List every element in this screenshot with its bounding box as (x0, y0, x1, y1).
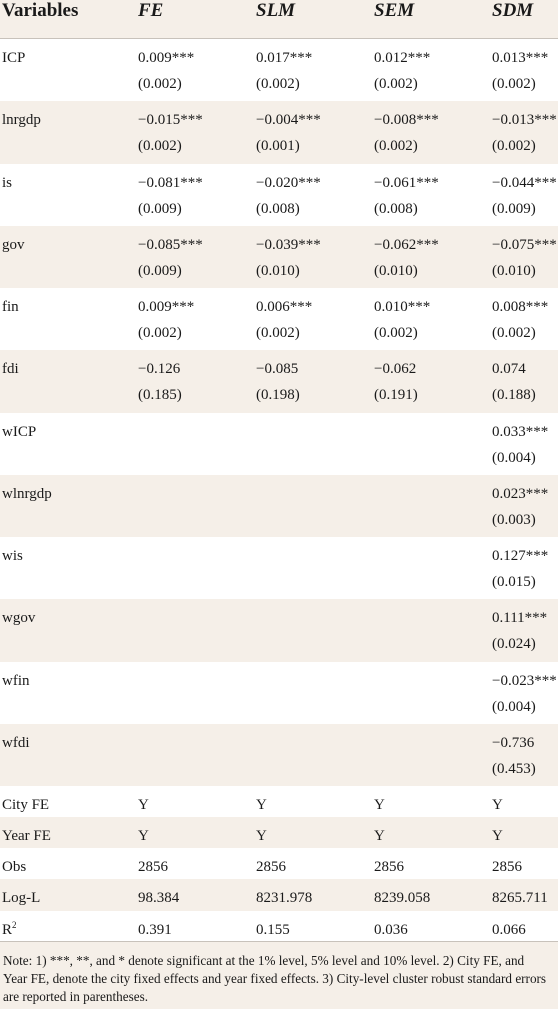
header-sem: SEM (374, 0, 415, 21)
cell-fe: −0.081*** (138, 174, 203, 191)
cell-slm: 0.006*** (256, 299, 313, 315)
row-label: wis (2, 548, 23, 564)
table-row (0, 288, 558, 319)
cell-slm: −0.004*** (256, 112, 321, 129)
table-row (0, 506, 558, 537)
cell-fe: (0.009) (138, 262, 182, 279)
cell-sem: −0.061*** (374, 174, 439, 191)
cell-fe: −0.085*** (138, 236, 203, 253)
cell-slm: (0.198) (256, 387, 300, 404)
cell-slm: (0.002) (256, 325, 300, 342)
table-row (0, 475, 558, 506)
cell-sdm: 0.066 (492, 921, 526, 938)
cell-sdm: (0.010) (492, 262, 536, 279)
cell-sdm: (0.009) (492, 200, 536, 217)
table-body (0, 39, 558, 942)
cell-fe: (0.185) (138, 387, 182, 404)
table-row (0, 537, 558, 568)
table-row (0, 786, 558, 817)
cell-sdm: −0.023*** (492, 672, 557, 689)
cell-sem: (0.002) (374, 325, 418, 342)
cell-sdm: 0.127*** (492, 548, 549, 564)
table-row (0, 195, 558, 226)
row-label: wfdi (2, 734, 30, 751)
cell-sem: (0.008) (374, 200, 418, 217)
table-row (0, 724, 558, 755)
table-row (0, 444, 558, 475)
cell-sdm: (0.188) (492, 387, 536, 404)
header-slm: SLM (256, 0, 296, 21)
cell-slm: 0.017*** (256, 50, 313, 66)
cell-sdm: (0.004) (492, 449, 536, 466)
cell-slm: 2856 (256, 859, 286, 876)
header-fe: FE (138, 0, 164, 21)
row-label: fdi (2, 361, 19, 378)
note-text: Note: 1) ***, **, and * denote significant at the 1% level, 5% level and 10% level. 2) City FE, and Year FE, denote the city fixed effects and year fixed effects. 3) City-level cluster robust standard errors are reported in parentheses. (3, 953, 547, 1004)
row-label: Year FE (2, 828, 51, 845)
cell-slm: (0.008) (256, 200, 300, 217)
row-label: Log-L (2, 890, 41, 907)
table-row (0, 693, 558, 724)
cell-sdm: −0.044*** (492, 174, 557, 191)
cell-sem: −0.062 (374, 361, 417, 378)
cell-sdm: 0.111*** (492, 610, 548, 627)
table-row (0, 39, 558, 70)
cell-sdm: 2856 (492, 859, 522, 876)
cell-sdm: 0.008*** (492, 299, 549, 315)
cell-sdm: (0.024) (492, 636, 536, 653)
cell-sdm: 0.074 (492, 361, 526, 378)
cell-sdm: 0.013*** (492, 50, 549, 66)
cell-slm: (0.010) (256, 262, 300, 279)
cell-sdm: Y (492, 828, 503, 845)
cell-fe: (0.002) (138, 325, 182, 342)
cell-sem: 2856 (374, 859, 404, 876)
row-label: City FE (2, 797, 50, 813)
cell-slm: −0.085 (256, 361, 299, 378)
cell-sdm: (0.003) (492, 511, 536, 528)
cell-sdm: −0.075*** (492, 236, 557, 253)
cell-sdm: (0.004) (492, 698, 536, 715)
cell-sdm: 0.023*** (492, 485, 549, 502)
table-row (0, 879, 558, 910)
row-label: lnrgdp (2, 112, 41, 129)
table-row (0, 662, 558, 693)
table-row (0, 101, 558, 132)
cell-sem: 0.010*** (374, 299, 431, 315)
header-sdm: SDM (492, 0, 534, 21)
table-note (0, 941, 558, 1009)
table-row (0, 413, 558, 444)
cell-slm: (0.001) (256, 138, 300, 155)
cell-fe: (0.002) (138, 138, 182, 155)
table-row (0, 70, 558, 101)
row-label: wfin (2, 672, 30, 689)
cell-sem: Y (374, 828, 385, 845)
row-label: ICP (2, 50, 26, 66)
cell-sem: −0.062*** (374, 236, 439, 253)
cell-sdm: (0.002) (492, 138, 536, 155)
header-variables: Variables (2, 0, 79, 21)
table-row (0, 350, 558, 381)
table-row (0, 630, 558, 661)
row-label: is (2, 174, 13, 191)
cell-sdm: 8265.711 (492, 890, 548, 907)
cell-fe: (0.002) (138, 76, 182, 93)
row-label: wlnrgdp (2, 485, 52, 502)
cell-sem: (0.191) (374, 387, 418, 404)
cell-slm: (0.002) (256, 76, 300, 93)
cell-fe: 0.391 (138, 921, 172, 938)
row-label: $R^2$ (2, 919, 17, 938)
table-row (0, 599, 558, 630)
cell-sdm: (0.015) (492, 574, 536, 591)
cell-sdm: (0.002) (492, 325, 536, 342)
cell-sdm: (0.453) (492, 760, 536, 777)
cell-sem: (0.010) (374, 262, 418, 279)
table-row (0, 817, 558, 848)
row-label: Obs (2, 859, 27, 876)
cell-sdm: −0.013*** (492, 112, 557, 129)
table-header (0, 0, 558, 39)
table-row (0, 257, 558, 288)
cell-slm: 8231.978 (256, 890, 313, 907)
cell-sem: Y (374, 797, 385, 813)
cell-fe: −0.015*** (138, 112, 203, 129)
table-row (0, 848, 558, 879)
cell-fe: 0.009*** (138, 50, 195, 66)
cell-sdm: (0.002) (492, 76, 536, 93)
cell-sem: 8239.058 (374, 890, 431, 907)
cell-sem: 0.036 (374, 921, 408, 938)
cell-sdm: Y (492, 797, 503, 813)
cell-slm: −0.039*** (256, 236, 321, 253)
cell-sem: 0.012*** (374, 50, 431, 66)
table-row (0, 755, 558, 786)
table-row (0, 319, 558, 350)
table-row (0, 568, 558, 599)
cell-fe: 2856 (138, 859, 168, 876)
cell-sdm: 0.033*** (492, 423, 549, 440)
table-row (0, 226, 558, 257)
cell-fe: −0.126 (138, 361, 181, 378)
cell-fe: 98.384 (138, 890, 180, 907)
cell-fe: Y (138, 797, 149, 813)
table-row (0, 381, 558, 412)
row-label: wICP (2, 423, 37, 440)
table-row (0, 132, 558, 163)
row-label: fin (2, 299, 19, 315)
cell-fe: (0.009) (138, 200, 182, 217)
cell-slm: Y (256, 828, 267, 845)
cell-slm: Y (256, 797, 267, 813)
table-row (0, 164, 558, 195)
row-label: gov (2, 236, 25, 253)
cell-fe: 0.009*** (138, 299, 195, 315)
row-label: wgov (2, 610, 36, 627)
cell-sem: −0.008*** (374, 112, 439, 129)
table-row (0, 911, 558, 942)
cell-slm: −0.020*** (256, 174, 321, 191)
cell-sem: (0.002) (374, 138, 418, 155)
cell-slm: 0.155 (256, 921, 290, 938)
cell-sem: (0.002) (374, 76, 418, 93)
cell-fe: Y (138, 828, 149, 845)
cell-sdm: −0.736 (492, 734, 535, 751)
